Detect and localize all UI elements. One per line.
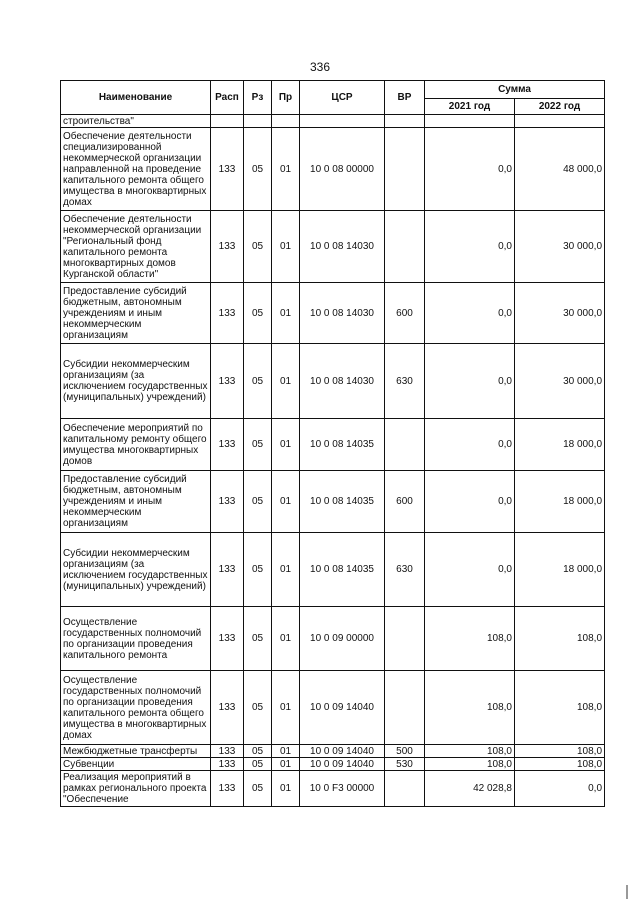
row-rz: 05 bbox=[244, 745, 272, 758]
row-vr bbox=[385, 607, 425, 671]
row-vr bbox=[385, 771, 425, 807]
row-2021: 0,0 bbox=[425, 128, 515, 211]
row-rasp: 133 bbox=[211, 283, 244, 344]
row-rasp bbox=[211, 115, 244, 128]
row-rasp: 133 bbox=[211, 419, 244, 471]
row-rasp: 133 bbox=[211, 758, 244, 771]
row-csr: 10 0 F3 00000 bbox=[300, 771, 385, 807]
table-row bbox=[61, 745, 605, 758]
row-csr: 10 0 09 14040 bbox=[300, 671, 385, 745]
row-name: Обеспечение деятельности специализированной некоммерческой организации направленной на проведение капитального ремонта общего имущества в многоквартирных домах bbox=[61, 128, 211, 211]
row-rz: 05 bbox=[244, 211, 272, 283]
row-2021: 0,0 bbox=[425, 211, 515, 283]
header-pr: Пр bbox=[272, 81, 300, 115]
row-rz: 05 bbox=[244, 758, 272, 771]
row-csr bbox=[300, 115, 385, 128]
row-rz: 05 bbox=[244, 344, 272, 419]
row-2021: 0,0 bbox=[425, 344, 515, 419]
row-rasp: 133 bbox=[211, 771, 244, 807]
row-vr: 600 bbox=[385, 283, 425, 344]
budget-table bbox=[60, 80, 605, 807]
row-2022: 30 000,0 bbox=[515, 211, 605, 283]
table-row bbox=[61, 758, 605, 771]
row-rasp: 133 bbox=[211, 671, 244, 745]
row-2022: 108,0 bbox=[515, 671, 605, 745]
table-row bbox=[61, 671, 605, 745]
row-pr: 01 bbox=[272, 344, 300, 419]
row-pr: 01 bbox=[272, 211, 300, 283]
row-2022: 18 000,0 bbox=[515, 533, 605, 607]
row-csr: 10 0 08 14035 bbox=[300, 533, 385, 607]
row-2021: 108,0 bbox=[425, 671, 515, 745]
row-csr: 10 0 08 00000 bbox=[300, 128, 385, 211]
row-name: Субсидии некоммерческим организациям (за исключением государственных (муниципальных) учреждений) bbox=[61, 533, 211, 607]
row-rz: 05 bbox=[244, 533, 272, 607]
row-2021: 42 028,8 bbox=[425, 771, 515, 807]
row-rz: 05 bbox=[244, 128, 272, 211]
table-row bbox=[61, 771, 605, 807]
row-pr: 01 bbox=[272, 771, 300, 807]
page-number: 336 bbox=[309, 60, 331, 74]
table-row bbox=[61, 128, 605, 211]
row-vr: 500 bbox=[385, 745, 425, 758]
row-name: строительства" bbox=[61, 115, 211, 128]
row-2022: 18 000,0 bbox=[515, 419, 605, 471]
row-name: Предоставление субсидий бюджетным, автономным учреждениям и иным некоммерческим организациям bbox=[61, 283, 211, 344]
row-name: Обеспечение деятельности некоммерческой организации "Региональный фонд капитального ремонта многоквартирных домов Курганской области" bbox=[61, 211, 211, 283]
scan-edge-mark bbox=[626, 885, 628, 899]
row-vr bbox=[385, 211, 425, 283]
row-rasp: 133 bbox=[211, 533, 244, 607]
row-csr: 10 0 09 14040 bbox=[300, 758, 385, 771]
row-rz: 05 bbox=[244, 771, 272, 807]
row-name: Межбюджетные трансферты bbox=[61, 745, 211, 758]
row-pr: 01 bbox=[272, 471, 300, 533]
header-2021: 2021 год bbox=[425, 99, 515, 115]
row-csr: 10 0 08 14030 bbox=[300, 211, 385, 283]
header-sum: Сумма bbox=[425, 81, 605, 99]
table-row bbox=[61, 283, 605, 344]
row-pr: 01 bbox=[272, 745, 300, 758]
row-2022: 30 000,0 bbox=[515, 283, 605, 344]
row-name: Субвенции bbox=[61, 758, 211, 771]
row-csr: 10 0 08 14035 bbox=[300, 419, 385, 471]
row-rasp: 133 bbox=[211, 128, 244, 211]
row-2021: 108,0 bbox=[425, 607, 515, 671]
row-pr: 01 bbox=[272, 283, 300, 344]
row-vr: 630 bbox=[385, 344, 425, 419]
table-row bbox=[61, 211, 605, 283]
row-name: Предоставление субсидий бюджетным, автономным учреждениям и иным некоммерческим организациям bbox=[61, 471, 211, 533]
row-2021 bbox=[425, 115, 515, 128]
row-vr bbox=[385, 671, 425, 745]
row-rasp: 133 bbox=[211, 471, 244, 533]
row-2021: 0,0 bbox=[425, 419, 515, 471]
header-name: Наименование bbox=[61, 81, 211, 115]
table-row bbox=[61, 344, 605, 419]
header-rz: Рз bbox=[244, 81, 272, 115]
row-name: Субсидии некоммерческим организациям (за исключением государственных (муниципальных) учреждений) bbox=[61, 344, 211, 419]
row-name: Реализация мероприятий в рамках регионального проекта "Обеспечение bbox=[61, 771, 211, 807]
row-2021: 108,0 bbox=[425, 745, 515, 758]
row-vr: 600 bbox=[385, 471, 425, 533]
row-2022: 48 000,0 bbox=[515, 128, 605, 211]
row-2022: 108,0 bbox=[515, 758, 605, 771]
row-vr bbox=[385, 128, 425, 211]
row-csr: 10 0 08 14030 bbox=[300, 344, 385, 419]
row-rasp: 133 bbox=[211, 211, 244, 283]
row-rz: 05 bbox=[244, 471, 272, 533]
row-pr: 01 bbox=[272, 533, 300, 607]
row-2021: 0,0 bbox=[425, 471, 515, 533]
header-2022: 2022 год bbox=[515, 99, 605, 115]
header-csr: ЦСР bbox=[300, 81, 385, 115]
row-vr bbox=[385, 115, 425, 128]
row-2022: 18 000,0 bbox=[515, 471, 605, 533]
row-2022: 30 000,0 bbox=[515, 344, 605, 419]
header-vr: ВР bbox=[385, 81, 425, 115]
table-row bbox=[61, 607, 605, 671]
row-vr: 630 bbox=[385, 533, 425, 607]
header-rasp: Расп bbox=[211, 81, 244, 115]
row-rasp: 133 bbox=[211, 745, 244, 758]
row-pr: 01 bbox=[272, 671, 300, 745]
row-csr: 10 0 08 14035 bbox=[300, 471, 385, 533]
row-pr: 01 bbox=[272, 419, 300, 471]
row-vr bbox=[385, 419, 425, 471]
row-rz: 05 bbox=[244, 671, 272, 745]
row-rz bbox=[244, 115, 272, 128]
row-csr: 10 0 09 14040 bbox=[300, 745, 385, 758]
row-name: Обеспечение мероприятий по капитальному ремонту общего имущества многоквартирных домов bbox=[61, 419, 211, 471]
row-rasp: 133 bbox=[211, 607, 244, 671]
row-rz: 05 bbox=[244, 419, 272, 471]
row-2022: 108,0 bbox=[515, 745, 605, 758]
row-rz: 05 bbox=[244, 283, 272, 344]
row-2021: 0,0 bbox=[425, 283, 515, 344]
table-row bbox=[61, 471, 605, 533]
row-pr: 01 bbox=[272, 758, 300, 771]
row-rz: 05 bbox=[244, 607, 272, 671]
table-row bbox=[61, 115, 605, 128]
table-row bbox=[61, 419, 605, 471]
row-2022: 0,0 bbox=[515, 771, 605, 807]
row-rasp: 133 bbox=[211, 344, 244, 419]
row-name: Осуществление государственных полномочий по организации проведения капитального ремонта bbox=[61, 607, 211, 671]
row-2022: 108,0 bbox=[515, 607, 605, 671]
row-vr: 530 bbox=[385, 758, 425, 771]
row-2021: 108,0 bbox=[425, 758, 515, 771]
row-pr: 01 bbox=[272, 128, 300, 211]
row-pr bbox=[272, 115, 300, 128]
row-name: Осуществление государственных полномочий по организации проведения капитального ремонта общего имущества в многоквартирных домах bbox=[61, 671, 211, 745]
row-pr: 01 bbox=[272, 607, 300, 671]
row-csr: 10 0 09 00000 bbox=[300, 607, 385, 671]
row-2022 bbox=[515, 115, 605, 128]
row-csr: 10 0 08 14030 bbox=[300, 283, 385, 344]
row-2021: 0,0 bbox=[425, 533, 515, 607]
table-row bbox=[61, 533, 605, 607]
